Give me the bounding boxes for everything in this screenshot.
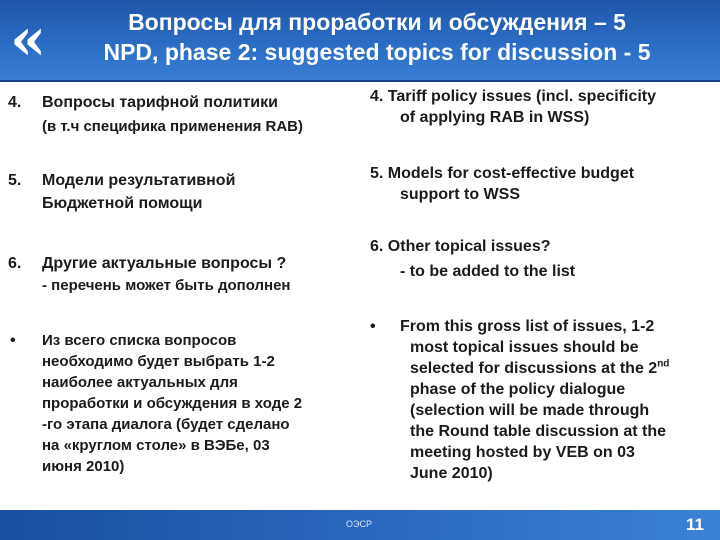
slide-footer	[0, 510, 720, 540]
bullet-line: Из всего списка вопросов	[42, 332, 237, 349]
left-item-5	[8, 170, 368, 220]
bullet-line: meeting hosted by VEB on 03	[410, 444, 635, 461]
left-item-4	[8, 92, 368, 142]
right-bullet-item	[370, 316, 715, 496]
item-text-line1: 5. Models for cost-effective budget	[370, 165, 635, 182]
item-number: 5.	[8, 172, 22, 189]
organization-label: ОЭСР	[346, 519, 372, 529]
item-number: 6.	[8, 255, 22, 272]
double-chevron-left-icon: «	[10, 5, 41, 73]
item-text-line2: Бюджетной помощи	[42, 195, 203, 212]
item-text: Вопросы тарифной политики	[42, 94, 278, 111]
bullet-line: phase of the policy dialogue	[410, 381, 626, 398]
bullet-line: (selection will be made through	[410, 402, 650, 419]
bullet-text	[400, 316, 720, 484]
right-item-6	[370, 236, 715, 286]
bullet-line: на «круглом столе» в ВЭБе, 03	[42, 437, 270, 454]
bullet-text	[42, 330, 372, 477]
bullet-line: most topical issues should be	[410, 339, 639, 356]
bullet-line: -го этапа диалога (будет сделано	[42, 416, 290, 433]
slide-title-russian: Вопросы для проработки и обсуждения – 5	[128, 9, 626, 35]
item-text-line1: 6. Other topical issues?	[370, 238, 551, 255]
item-text-line1: Модели результативной	[42, 172, 236, 189]
item-text: Другие актуальные вопросы ?	[42, 255, 287, 272]
item-text-line2: of applying RAB in WSS)	[400, 109, 590, 126]
item-subtext: - перечень может быть дополнен	[42, 277, 291, 294]
bullet-line: наиболее актуальных для	[42, 374, 238, 391]
page-number: 11	[686, 515, 704, 534]
bullet-icon: •	[370, 318, 376, 335]
bullet-line: необходимо будет выбрать 1-2	[42, 353, 275, 370]
right-column	[370, 0, 715, 510]
item-text-line2: support to WSS	[400, 186, 520, 203]
bullet-line: июня 2010)	[42, 458, 125, 475]
right-item-5	[370, 163, 715, 213]
bullet-line	[400, 358, 720, 379]
bullet-line: the Round table discussion at the	[410, 423, 667, 440]
left-item-6	[8, 253, 368, 303]
item-number: 4.	[8, 94, 22, 111]
item-text-line1: 4. Tariff policy issues (incl. specificity	[370, 88, 657, 105]
right-item-4	[370, 86, 715, 136]
bullet-line: June 2010)	[410, 465, 493, 482]
slide-title-english: NPD, phase 2: suggested topics for discussion - 5	[103, 39, 651, 65]
bullet-line: проработки и обсуждения в ходе 2	[42, 395, 303, 412]
bullet-icon: •	[10, 332, 16, 349]
left-column	[8, 0, 368, 510]
left-bullet-item	[8, 330, 368, 495]
bullet-line-text: selected for discussions at the 2	[410, 360, 658, 377]
bullet-line: From this gross list of issues, 1-2	[400, 318, 655, 335]
ordinal-superscript: nd	[657, 358, 670, 370]
item-text-line2: - to be added to the list	[400, 263, 576, 280]
item-subtext: (в т.ч специфика применения RAB)	[42, 118, 303, 135]
